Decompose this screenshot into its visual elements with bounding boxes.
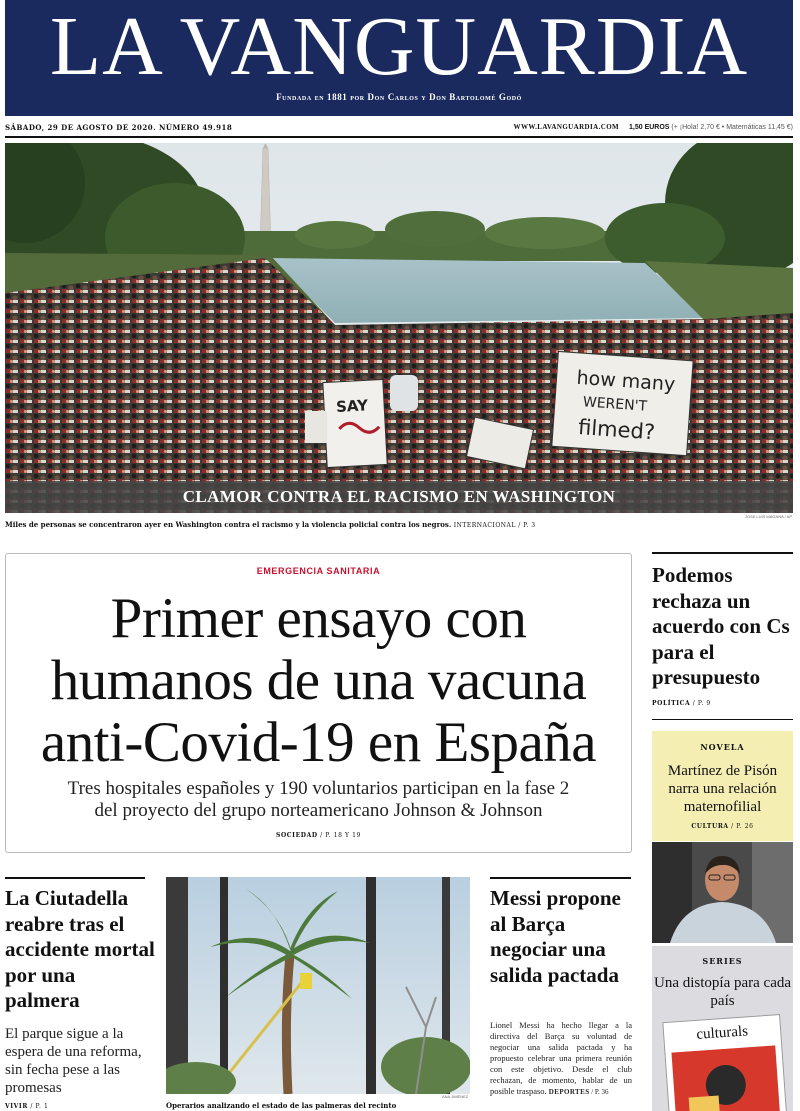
series-box[interactable] [652,946,793,1111]
lead-pages: / P. 18 Y 19 [317,832,361,839]
hero-subcaption-text: Miles de personas se concentraron ayer en Washington contra el racismo y la violencia policial contra los negros. [5,520,452,529]
messi-section[interactable]: DEPORTES [548,1088,590,1096]
sign-2-text: SAY [335,396,369,416]
lead-headline[interactable] [6,588,631,774]
lead-headline-line-1: Primer ensayo con [110,587,527,650]
lead-section-ref[interactable] [6,832,631,839]
lead-story[interactable] [5,553,632,853]
podemos-page: / P. 9 [690,700,711,707]
sign-1-line-1: how many [575,366,676,396]
hero-caption-bar: CLAMOR CONTRA EL RACISMO EN WASHINGTON [5,481,793,513]
masthead [5,0,793,116]
price-line [514,123,793,131]
series-kicker: SERIES [702,956,743,966]
lead-deck-line-2: del proyecto del grupo norteamericano Johnson & Johnson [94,800,543,821]
lead-deck [6,778,631,822]
podemos-bottom-rule [652,719,793,720]
novela-section: CULTURA [691,823,729,830]
palm-photo-image [166,877,470,1094]
masthead-tagline: Fundada en 1881 por Don Carlos y Don Bartolomé Godó [276,92,522,102]
lead-deck-line-1: Tres hospitales españoles y 190 voluntarios participan en la fase 2 [67,778,570,799]
novela-box[interactable] [652,731,793,841]
ciutadella-section: VIVIR [5,1103,28,1110]
hero-subcaption [5,520,705,529]
issue-date: SÁBADO, 29 DE AGOSTO DE 2020. NÚMERO 49.918 [5,123,233,132]
podemos-rule [652,552,793,554]
novela-page: / P. 26 [728,823,754,830]
lead-headline-line-3: anti-Covid-19 en España [40,711,597,774]
messi-body [490,1020,632,1098]
dateline [5,118,793,138]
novela-kicker: NOVELA [700,742,745,752]
palm-photo[interactable] [166,877,470,1094]
series-title: Una distopía para cada país [653,975,792,1009]
podemos-section-ref[interactable] [652,700,711,707]
novela-title: Martínez de Pisón narra una relación maternofilial [667,763,778,815]
ciutadella-headline[interactable]: La Ciutadella reabre tras el accidente mortal por una palmera [5,886,155,1012]
ciutadella-section-ref[interactable] [5,1103,48,1110]
protest-sign-1 [552,351,693,455]
podemos-section: POLÍTICA [652,700,691,707]
ciutadella-rule [5,877,145,879]
messi-page: / P. 36 [589,1088,609,1096]
price: 1,50 EUROS [629,124,670,131]
price-extra: (+ ¡Hola! 2,70 € • Matemáticas 11,45 €) [671,124,793,131]
author-portrait [652,842,793,943]
culturals-logo: culturals [695,1023,749,1043]
lead-headline-line-2: humanos de una vacuna [50,649,587,712]
hero-photo[interactable] [5,143,793,513]
hero-photo-image [5,143,793,513]
sign-1-line-2: WEREN'T [582,394,648,415]
messi-rule [490,877,631,879]
hero-subcaption-section[interactable]: INTERNACIONAL / P. 3 [453,522,536,529]
lead-section: SOCIEDAD [276,832,318,839]
protest-sign-2 [323,379,387,467]
sign-1-line-3: filmed? [577,415,656,445]
palm-photo-credit: ANA JIMÉNEZ [442,1094,469,1099]
supplement-cover-art [665,1041,786,1111]
messi-body-text: Lionel Messi ha hecho llegar a la directiva del Barça su voluntad de negociar una salida pactada y ha propuesto celebrar una primera reunión con este objetivo. Desde el club rechazan, de momento, hablar de un posible traspaso. [490,1020,632,1096]
website-link[interactable]: WWW.LAVANGUARDIA.COM [513,123,620,131]
novela-section-ref [652,823,793,830]
messi-headline[interactable]: Messi propone al Barça negociar una salida pactada [490,886,621,987]
masthead-title: LA VANGUARDIA [49,0,749,93]
ciutadella-page: / P. 1 [27,1103,49,1110]
lead-kicker: EMERGENCIA SANITARIA [256,566,381,576]
culturals-supplement-cover [662,1014,787,1111]
ciutadella-deck: El parque sigue a la espera de una reforma, sin fecha pese a las promesas [5,1026,142,1096]
hero-photo-credit: JOSE LUIS MAGANA / AP [744,514,792,519]
author-portrait-image [652,842,793,943]
palm-photo-caption: Operarios analizando el estado de las palmeras del recinto [166,1101,397,1110]
podemos-headline[interactable]: Podemos rechaza un acuerdo con Cs para el presupuesto [652,563,790,689]
